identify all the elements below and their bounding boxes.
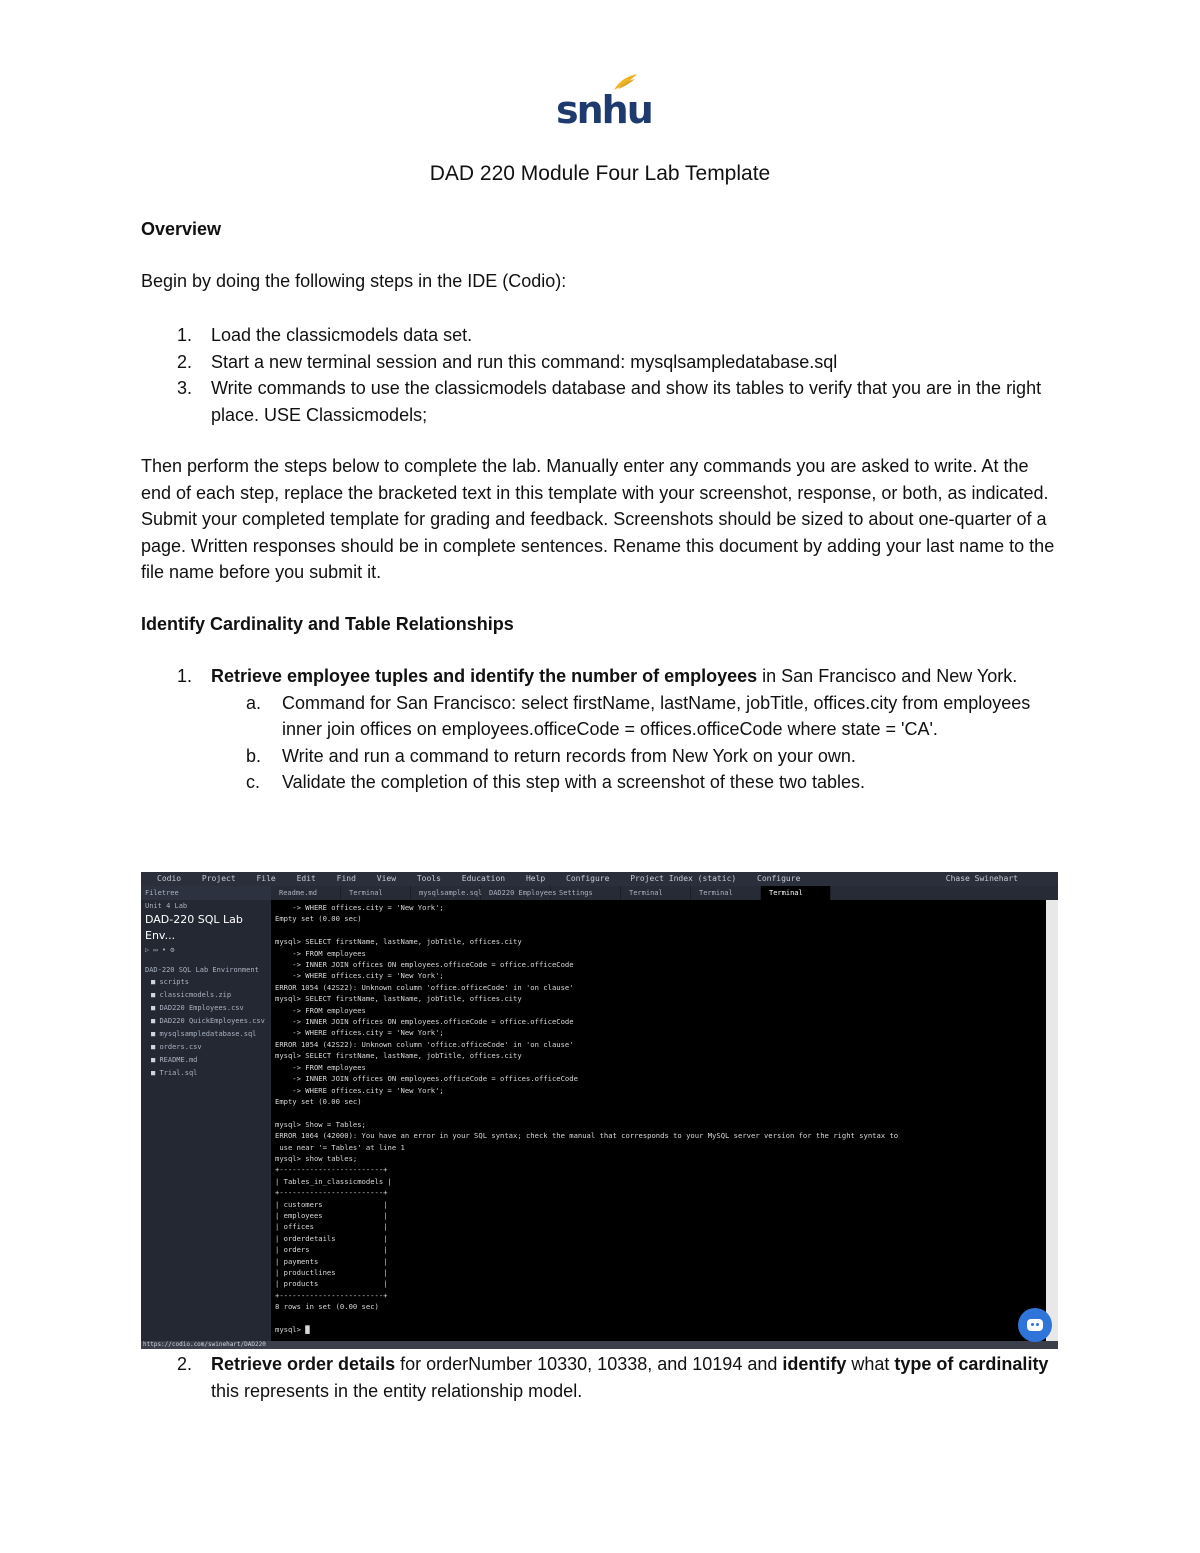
- list-item: 1. Retrieve employee tuples and identify the number of employees in San Francisco and New York.: [177, 666, 1018, 686]
- terminal-line: | productlines |: [275, 1268, 388, 1277]
- terminal-line: | offices |: [275, 1222, 388, 1232]
- terminal-line: | employees |: [275, 1210, 388, 1220]
- sub-item: b. Write and run a command to return records from New York on your own.: [246, 745, 856, 766]
- terminal-line: [275, 1107, 1042, 1118]
- terminal-line: | Tables_in_classicmodels |: [275, 1176, 392, 1186]
- terminal-line: | payments |: [275, 1256, 388, 1266]
- menu-item[interactable]: Project: [201, 874, 236, 883]
- terminal-line: [275, 1313, 1042, 1324]
- list-item: 1. Load the classicmodels data set.: [177, 325, 473, 345]
- terminal-line: | customers |: [275, 1199, 388, 1209]
- tab[interactable]: DAD220 Employees: [481, 886, 551, 900]
- sidebar-tab-filetree[interactable]: Filetree: [141, 886, 271, 900]
- file-item[interactable]: ■ classicmodels.zip: [141, 989, 271, 1002]
- document-title: DAD 220 Module Four Lab Template: [429, 162, 771, 185]
- menu-item[interactable]: Find: [336, 874, 356, 883]
- terminal-line: mysql> █: [275, 1325, 310, 1335]
- list-item: 2. Retrieve order details for orderNumber 10330, 10338, and 10194 and identify what type of cardinality this represents in the entity relationship model.: [177, 1354, 1049, 1401]
- file-item[interactable]: ■ README.md: [141, 1054, 271, 1067]
- setup-steps: [141, 322, 1061, 428]
- terminal-line: ERROR 1054 (42S22): Unknown column 'office.officeCode' in 'on clause': [275, 1039, 574, 1049]
- menu-item[interactable]: Configure: [757, 874, 801, 883]
- terminal-line: -> WHERE offices.city = 'New York';: [275, 971, 444, 981]
- terminal-line: +------------------------+: [275, 1165, 388, 1175]
- terminal-line: mysql> Show = Tables;: [275, 1119, 366, 1129]
- menu-item[interactable]: Codio: [157, 874, 182, 883]
- menu-item[interactable]: Education: [461, 874, 506, 883]
- terminal-line: +------------------------+: [275, 1290, 388, 1300]
- terminal-line: -> WHERE offices.city = 'New York';: [275, 1085, 444, 1095]
- terminal-line: mysql> SELECT firstName, lastName, jobTitle, offices.city: [275, 1051, 522, 1061]
- terminal-line: Empty set (0.00 sec): [275, 914, 362, 924]
- menu-item[interactable]: Configure: [566, 874, 610, 883]
- terminal-line: mysql> SELECT firstName, lastName, jobTitle, offices.city: [275, 994, 522, 1004]
- project-title: DAD-220 SQL Lab Env...: [145, 913, 243, 942]
- ide-screenshot: [141, 872, 1058, 1349]
- file-item[interactable]: ■ mysqlsampledatabase.sql: [141, 1028, 271, 1041]
- logo-wordmark: snhu: [556, 88, 652, 132]
- file-item[interactable]: ■ scripts: [141, 976, 271, 989]
- terminal-line: -> FROM employees: [275, 1005, 366, 1015]
- instructions-paragraph: Then perform the steps below to complete the lab. Manually enter any commands you are asked to write. At the end of each step, replace the bracketed text in this template with your screenshot, response, or both, as indicated. Submit your completed template for grading and feedback. Screenshots should be sized to about one-quarter of a page. Written responses should be in complete sentences. Rename this document by adding your last name to the file name before you submit it.: [141, 456, 1055, 582]
- terminal-line: 8 rows in set (0.00 sec): [275, 1302, 379, 1312]
- terminal-output[interactable]: [271, 900, 1046, 1341]
- terminal-line: ERROR 1064 (42000): You have an error in your SQL syntax; check the manual that corresponds to your MySQL server version for the right syntax to: [275, 1131, 899, 1141]
- editor-tabs: [271, 886, 1058, 900]
- section-heading: Identify Cardinality and Table Relationships: [141, 614, 514, 634]
- list-item: 3. Write commands to use the classicmodels database and show its tables to verify that you are in the right place. USE Classicmodels;: [177, 378, 1042, 425]
- sub-item: c. Validate the completion of this step with a screenshot of these two tables.: [246, 772, 865, 792]
- tab-active[interactable]: Terminal: [761, 886, 831, 900]
- terminal-line: -> INNER JOIN offices ON employees.officeCode = office.officeCode: [275, 960, 574, 970]
- terminal-line: [275, 925, 1042, 936]
- terminal-line: | orderdetails |: [275, 1233, 388, 1243]
- scrollbar[interactable]: [1046, 900, 1058, 1341]
- sub-item: a. Command for San Francisco: select firstName, lastName, jobTitle, offices.city from employees inner join offices on employees.officeCode = offices.officeCode where state = 'CA'.: [246, 692, 1031, 739]
- terminal-line: mysql> show tables;: [275, 1153, 358, 1163]
- snhu-logo: [556, 72, 652, 134]
- project-root[interactable]: DAD-220 SQL Lab Environment: [145, 966, 259, 974]
- task-2: [141, 1351, 1061, 1404]
- flame-icon: [612, 72, 638, 92]
- file-item[interactable]: ■ DAD220 QuickEmployees.csv: [141, 1015, 271, 1028]
- overview-heading: Overview: [141, 219, 222, 239]
- menu-item[interactable]: View: [376, 874, 397, 883]
- terminal-line: -> WHERE offices.city = 'New York';: [275, 903, 444, 912]
- tab[interactable]: Terminal: [341, 886, 411, 900]
- terminal-line: ERROR 1054 (42S22): Unknown column 'office.officeCode' in 'on clause': [275, 982, 574, 992]
- tab[interactable]: mysqlsample.sql: [411, 886, 481, 900]
- terminal-line: Empty set (0.00 sec): [275, 1096, 362, 1106]
- terminal-line: -> FROM employees: [275, 1062, 366, 1072]
- terminal-line: use near '= Tables' at line 1: [275, 1142, 405, 1152]
- tab[interactable]: Terminal: [691, 886, 761, 900]
- file-item[interactable]: ■ Trial.sql: [141, 1067, 271, 1080]
- assistant-bot-icon[interactable]: [1018, 1308, 1052, 1342]
- menu-item[interactable]: Project Index (static): [630, 874, 737, 883]
- terminal-line: | orders |: [275, 1245, 388, 1255]
- file-item[interactable]: ■ orders.csv: [141, 1041, 271, 1054]
- task-1: [141, 663, 1061, 796]
- tab[interactable]: Terminal: [621, 886, 691, 900]
- terminal-line: | products |: [275, 1279, 388, 1289]
- status-url: https://codio.com/swinehart/DAD220: [141, 1341, 1058, 1349]
- terminal-line: -> FROM employees: [275, 948, 366, 958]
- menu-item[interactable]: Edit: [296, 874, 316, 883]
- list-item: 2. Start a new terminal session and run this command: mysqlsampledatabase.sql: [177, 351, 838, 372]
- terminal-line: mysql> SELECT firstName, lastName, jobTitle, offices.city: [275, 937, 522, 947]
- user-name[interactable]: Chase Swinehart: [945, 874, 1018, 883]
- tab[interactable]: Readme.md: [271, 886, 341, 900]
- ide-sidebar: [141, 886, 271, 1341]
- menu-item[interactable]: File: [256, 874, 276, 883]
- tab[interactable]: Settings: [551, 886, 621, 900]
- sidebar-toolbar: ▷ ▭ • ⚙: [145, 946, 175, 954]
- terminal-line: +------------------------+: [275, 1188, 388, 1198]
- ide-menubar: [141, 872, 1058, 886]
- menu-item[interactable]: Help: [525, 874, 546, 883]
- file-item[interactable]: ■ DAD220 Employees.csv: [141, 1002, 271, 1015]
- terminal-line: -> INNER JOIN offices ON employees.officeCode = offices.officeCode: [275, 1074, 578, 1084]
- overview-intro: Begin by doing the following steps in the IDE (Codio):: [141, 271, 567, 291]
- terminal-line: -> WHERE offices.city = 'New York';: [275, 1028, 444, 1038]
- terminal-line: -> INNER JOIN offices ON employees.officeCode = office.officeCode: [275, 1017, 574, 1027]
- menu-item[interactable]: Tools: [416, 874, 441, 883]
- unit-label: Unit 4 Lab: [145, 902, 188, 910]
